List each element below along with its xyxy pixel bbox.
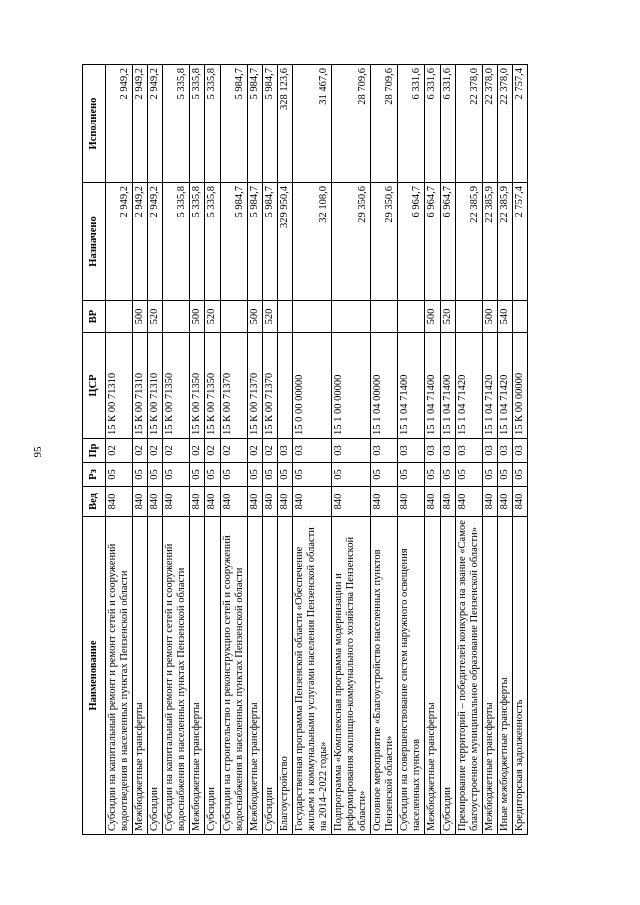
cell-executed: 6 331,6 <box>440 65 455 183</box>
cell-ved: 840 <box>205 487 220 517</box>
cell-executed: 28 709,6 <box>332 65 371 183</box>
cell-name: Благоустройство <box>277 517 292 835</box>
cell-rz: 05 <box>133 463 148 487</box>
cell-ved: 840 <box>262 487 277 517</box>
table-row <box>190 65 205 835</box>
table-row <box>497 65 512 835</box>
cell-rz: 05 <box>455 463 482 487</box>
cell-csr: 15 1 04 71420 <box>482 333 497 439</box>
cell-name: Межбюджетные трансферты <box>247 517 262 835</box>
cell-name: Кредиторская задолженность <box>512 517 527 835</box>
cell-csr: 15 1 00 00000 <box>332 333 371 439</box>
cell-vr: 520 <box>262 301 277 333</box>
header-executed: Исполнено <box>83 65 106 183</box>
cell-csr <box>277 333 292 439</box>
cell-rz: 05 <box>398 463 425 487</box>
cell-rz: 05 <box>220 463 247 487</box>
cell-pr: 02 <box>205 439 220 463</box>
cell-pr: 02 <box>247 439 262 463</box>
cell-assigned: 32 108,0 <box>292 183 331 301</box>
cell-executed: 5 335,8 <box>190 65 205 183</box>
cell-pr: 03 <box>371 439 398 463</box>
cell-csr: 15 К 00 71350 <box>205 333 220 439</box>
header-pr: Пр <box>83 439 106 463</box>
cell-assigned: 29 350,6 <box>371 183 398 301</box>
page-number: 95 <box>32 446 44 458</box>
cell-csr: 15 К 00 71350 <box>163 333 190 439</box>
cell-pr: 02 <box>190 439 205 463</box>
cell-executed: 5 984,7 <box>220 65 247 183</box>
cell-rz: 05 <box>247 463 262 487</box>
table-row <box>482 65 497 835</box>
cell-name: Межбюджетные трансферты <box>190 517 205 835</box>
cell-csr: 15 1 04 00000 <box>371 333 398 439</box>
cell-ved: 840 <box>148 487 163 517</box>
cell-assigned: 2 949,2 <box>133 183 148 301</box>
cell-vr: 520 <box>148 301 163 333</box>
cell-vr <box>277 301 292 333</box>
cell-vr <box>512 301 527 333</box>
cell-assigned: 22 385,9 <box>482 183 497 301</box>
table-header-row <box>83 65 106 835</box>
table-row <box>440 65 455 835</box>
cell-rz: 05 <box>292 463 331 487</box>
table-row <box>277 65 292 835</box>
cell-assigned: 5 984,7 <box>247 183 262 301</box>
cell-executed: 6 331,6 <box>398 65 425 183</box>
cell-csr: 15 1 04 71400 <box>425 333 440 439</box>
cell-executed: 22 378,0 <box>482 65 497 183</box>
cell-ved: 840 <box>455 487 482 517</box>
cell-pr: 02 <box>133 439 148 463</box>
table-row <box>220 65 247 835</box>
table-row <box>455 65 482 835</box>
cell-name: Субсидии на совершенствование систем наружного освещения населенных пунктов <box>398 517 425 835</box>
cell-csr: 15 1 04 71400 <box>398 333 425 439</box>
budget-table <box>82 64 528 835</box>
cell-assigned: 6 964,7 <box>425 183 440 301</box>
cell-pr: 03 <box>512 439 527 463</box>
table-row <box>371 65 398 835</box>
cell-ved: 840 <box>425 487 440 517</box>
cell-ved: 840 <box>292 487 331 517</box>
cell-name: Субсидии на капитальный ремонт и ремонт сетей и сооружений водоснабжения в населенных пунктах Пензенской области <box>163 517 190 835</box>
cell-csr: 15 К 00 71350 <box>190 333 205 439</box>
cell-name: Субсидии <box>148 517 163 835</box>
cell-ved: 840 <box>440 487 455 517</box>
cell-csr: 15 К 00 71370 <box>247 333 262 439</box>
table-row <box>425 65 440 835</box>
cell-executed: 2 757,4 <box>512 65 527 183</box>
cell-rz: 05 <box>497 463 512 487</box>
cell-rz: 05 <box>425 463 440 487</box>
cell-csr: 15 0 00 00000 <box>292 333 331 439</box>
cell-rz: 05 <box>106 463 133 487</box>
cell-assigned: 2 949,2 <box>106 183 133 301</box>
cell-csr: 15 К 00 71310 <box>148 333 163 439</box>
cell-ved: 840 <box>247 487 262 517</box>
cell-vr: 500 <box>482 301 497 333</box>
cell-rz: 05 <box>512 463 527 487</box>
cell-vr <box>398 301 425 333</box>
cell-executed: 5 984,7 <box>262 65 277 183</box>
cell-vr <box>220 301 247 333</box>
cell-name: Субсидии на строительство и реконструкцию сетей и сооружений водоснабжения в населенных пунктах Пензенской области <box>220 517 247 835</box>
cell-csr: 15 1 04 71400 <box>440 333 455 439</box>
cell-rz: 05 <box>190 463 205 487</box>
cell-vr: 500 <box>133 301 148 333</box>
cell-assigned: 22 385,9 <box>497 183 512 301</box>
cell-csr: 15 К 00 71370 <box>262 333 277 439</box>
cell-name: Субсидии <box>262 517 277 835</box>
cell-ved: 840 <box>482 487 497 517</box>
cell-name: Премирование территорий – победителей конкурса на звание «Самое благоустроенное муниципальное образование Пензенской области» <box>455 517 482 835</box>
cell-pr: 03 <box>482 439 497 463</box>
cell-vr <box>455 301 482 333</box>
cell-ved: 840 <box>220 487 247 517</box>
cell-pr: 03 <box>440 439 455 463</box>
cell-name: Иные межбюджетные трансферты <box>497 517 512 835</box>
cell-ved: 840 <box>277 487 292 517</box>
cell-vr: 500 <box>425 301 440 333</box>
cell-name: Межбюджетные трансферты <box>425 517 440 835</box>
cell-pr: 03 <box>292 439 331 463</box>
cell-ved: 840 <box>398 487 425 517</box>
header-ved: Вед <box>83 487 106 517</box>
cell-csr: 15 1 04 71420 <box>455 333 482 439</box>
cell-pr: 03 <box>497 439 512 463</box>
table-row <box>133 65 148 835</box>
table-row <box>398 65 425 835</box>
cell-assigned: 6 964,7 <box>440 183 455 301</box>
cell-name: Подпрограмма «Комплексная программа модернизации и реформирования жилищно-коммунального хозяйства Пензенской области» <box>332 517 371 835</box>
cell-assigned: 5 335,8 <box>163 183 190 301</box>
cell-name: Субсидии <box>440 517 455 835</box>
cell-rz: 05 <box>332 463 371 487</box>
cell-csr: 15 1 04 71420 <box>497 333 512 439</box>
cell-executed: 31 467,0 <box>292 65 331 183</box>
cell-pr: 02 <box>163 439 190 463</box>
cell-rz: 05 <box>163 463 190 487</box>
cell-executed: 328 123,6 <box>277 65 292 183</box>
table-row <box>292 65 331 835</box>
header-assigned: Назначено <box>83 183 106 301</box>
cell-vr: 500 <box>247 301 262 333</box>
cell-ved: 840 <box>163 487 190 517</box>
cell-vr <box>371 301 398 333</box>
cell-rz: 05 <box>371 463 398 487</box>
table-row <box>247 65 262 835</box>
cell-rz: 05 <box>262 463 277 487</box>
cell-name: Субсидии <box>205 517 220 835</box>
cell-rz: 05 <box>277 463 292 487</box>
header-vr: ВР <box>83 301 106 333</box>
table-row <box>163 65 190 835</box>
cell-executed: 2 949,2 <box>148 65 163 183</box>
cell-name: Субсидии на капитальный ремонт и ремонт сетей и сооружений водоотведения в населенных пунктах Пензенской области <box>106 517 133 835</box>
cell-assigned: 6 964,7 <box>398 183 425 301</box>
rotated-table-container <box>82 65 550 835</box>
cell-executed: 22 378,0 <box>455 65 482 183</box>
cell-pr: 03 <box>332 439 371 463</box>
header-rz: Рз <box>83 463 106 487</box>
cell-ved: 840 <box>133 487 148 517</box>
cell-assigned: 5 984,7 <box>262 183 277 301</box>
cell-ved: 840 <box>332 487 371 517</box>
cell-pr: 03 <box>398 439 425 463</box>
cell-executed: 6 331,6 <box>425 65 440 183</box>
table-row <box>205 65 220 835</box>
cell-pr: 03 <box>425 439 440 463</box>
cell-pr: 03 <box>277 439 292 463</box>
cell-executed: 28 709,6 <box>371 65 398 183</box>
table-row <box>262 65 277 835</box>
table-row <box>106 65 133 835</box>
cell-rz: 05 <box>440 463 455 487</box>
cell-vr <box>292 301 331 333</box>
cell-executed: 22 378,0 <box>497 65 512 183</box>
table-row <box>332 65 371 835</box>
cell-assigned: 5 984,7 <box>220 183 247 301</box>
cell-assigned: 29 350,6 <box>332 183 371 301</box>
cell-executed: 2 949,2 <box>106 65 133 183</box>
table-row <box>512 65 527 835</box>
cell-name: Межбюджетные трансферты <box>133 517 148 835</box>
cell-pr: 02 <box>220 439 247 463</box>
cell-csr: 15 К 00 00000 <box>512 333 527 439</box>
cell-vr <box>163 301 190 333</box>
cell-assigned: 2 949,2 <box>148 183 163 301</box>
cell-csr: 15 К 00 71310 <box>106 333 133 439</box>
cell-vr: 500 <box>190 301 205 333</box>
cell-name: Основное мероприятие «Благоустройство населенных пунктов Пензенской области» <box>371 517 398 835</box>
cell-executed: 5 335,8 <box>163 65 190 183</box>
cell-name: Межбюджетные трансферты <box>482 517 497 835</box>
cell-assigned: 5 335,8 <box>205 183 220 301</box>
cell-assigned: 329 950,4 <box>277 183 292 301</box>
cell-csr: 15 К 00 71370 <box>220 333 247 439</box>
cell-ved: 840 <box>497 487 512 517</box>
cell-pr: 02 <box>148 439 163 463</box>
cell-executed: 5 335,8 <box>205 65 220 183</box>
cell-rz: 05 <box>482 463 497 487</box>
cell-vr <box>106 301 133 333</box>
cell-pr: 03 <box>455 439 482 463</box>
cell-vr: 540 <box>497 301 512 333</box>
cell-pr: 02 <box>262 439 277 463</box>
cell-ved: 840 <box>371 487 398 517</box>
cell-executed: 5 984,7 <box>247 65 262 183</box>
cell-assigned: 22 385,9 <box>455 183 482 301</box>
cell-csr: 15 К 00 71310 <box>133 333 148 439</box>
cell-name: Государственная программа Пензенской области «Обеспечение жильем и коммунальными услугами населения Пензенской области на 2014–2022 годы» <box>292 517 331 835</box>
header-csr: ЦСР <box>83 333 106 439</box>
cell-executed: 2 949,2 <box>133 65 148 183</box>
header-name: Наименование <box>83 517 106 835</box>
cell-assigned: 5 335,8 <box>190 183 205 301</box>
cell-ved: 840 <box>106 487 133 517</box>
cell-ved: 840 <box>190 487 205 517</box>
cell-rz: 05 <box>205 463 220 487</box>
cell-pr: 02 <box>106 439 133 463</box>
cell-vr: 520 <box>205 301 220 333</box>
cell-ved: 840 <box>512 487 527 517</box>
cell-vr <box>332 301 371 333</box>
cell-assigned: 2 757,4 <box>512 183 527 301</box>
table-row <box>148 65 163 835</box>
cell-rz: 05 <box>148 463 163 487</box>
cell-vr: 520 <box>440 301 455 333</box>
